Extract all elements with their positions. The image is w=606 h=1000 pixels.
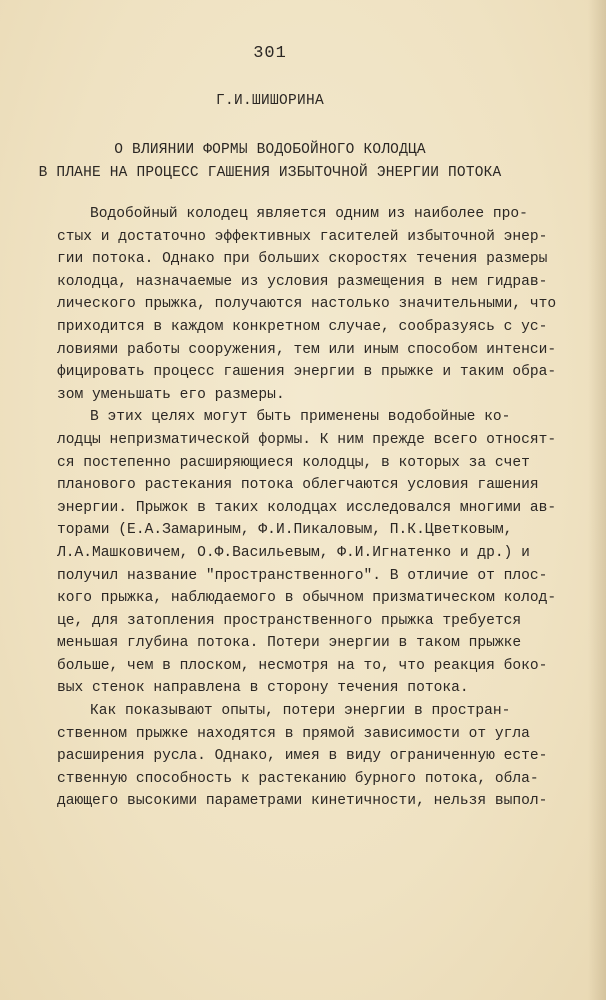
author-name: Г.И.ШИШОРИНА: [215, 93, 325, 109]
body-line: це, для затопления пространственного прыжка требуется: [57, 612, 522, 629]
body-line: фицировать процесс гашения энергии в прыжке и таким обра-: [57, 364, 557, 381]
body-line: стых и достаточно эффективных гасителей избыточной энер-: [57, 228, 548, 245]
body-line: торами (Е.А.Замариным, Ф.И.Пикаловым, П.К.Цветковым,: [57, 522, 513, 539]
body-line: ся постепенно расширяющиеся колодцы, в которых за счет: [57, 454, 530, 471]
title-line: В ПЛАНЕ НА ПРОЦЕСС ГАШЕНИЯ ИЗБЫТОЧНОЙ ЭНЕРГИИ ПОТОКА: [38, 165, 502, 181]
body-line: планового растекания потока облегчаются условия гашения: [57, 477, 539, 494]
body-line: вых стенок направлена в сторону течения потока.: [57, 680, 469, 697]
article-title: [0, 139, 540, 185]
body-line: Водобойный колодец является одним из наиболее про-: [90, 206, 528, 222]
page-number: 301: [253, 44, 287, 63]
body-line: Л.А.Машковичем, О.Ф.Васильевым, Ф.И.Игнатенко и др.) и: [57, 544, 530, 561]
article-body: [57, 203, 557, 813]
body-line: ловиями работы сооружения, тем или иным способом интенси-: [57, 341, 557, 358]
body-line: кого прыжка, наблюдаемого в обычном призматическом колод-: [57, 590, 557, 607]
body-line: расширения русла. Однако, имея в виду ограниченную есте-: [57, 748, 548, 765]
body-line: приходится в каждом конкретном случае, сообразуясь с ус-: [57, 318, 548, 335]
body-line: больше, чем в плоском, несмотря на то, что реакция боко-: [57, 657, 548, 674]
body-line: зом уменьшать его размеры.: [57, 386, 285, 403]
body-line: получил название "пространственного". В отличие от плос-: [57, 567, 548, 584]
body-line: ственном прыжке находятся в прямой зависимости от угла: [57, 725, 530, 742]
page-edge-shadow: [588, 0, 606, 1000]
body-line: меньшая глубина потока. Потери энергии в таком прыжке: [57, 635, 522, 652]
body-line: лодцы непризматической формы. К ним прежде всего относят-: [57, 431, 557, 448]
body-line: энергии. Прыжок в таких колодцах исследовался многими ав-: [57, 499, 557, 516]
body-line: В этих целях могут быть применены водобойные ко-: [90, 409, 511, 426]
title-line: О ВЛИЯНИИ ФОРМЫ ВОДОБОЙНОГО КОЛОДЦА: [114, 142, 426, 158]
body-line: лического прыжка, получаются настолько значительными, что: [57, 296, 557, 313]
body-line: колодца, назначаемые из условия размещения в нем гидрав-: [57, 273, 548, 290]
body-line: ственную способность к растеканию бурного потока, обла-: [57, 770, 539, 787]
body-line: гии потока. Однако при больших скоростях течения размеры: [57, 251, 548, 268]
body-line: дающего высокими параметрами кинетичности, нельзя выпол-: [57, 793, 548, 810]
body-line: Как показывают опыты, потери энергии в простран-: [90, 703, 511, 720]
